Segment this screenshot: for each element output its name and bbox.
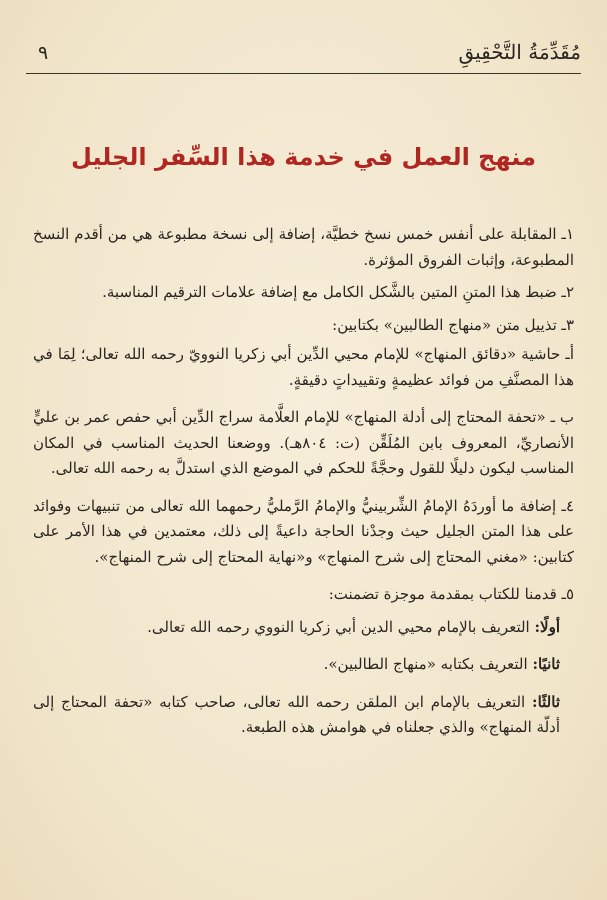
item-3b: ب ـ «تحفة المحتاج إلى أدلة المنهاج» للإمام العلَّامة سراج الدِّين أبي حفص عمر بن عليٍّ الأنصاريِّ، المعروف بابن المُلَقِّن (ت: ٨٠٤هـ). ووضعنا الحديث المناسب في المكان المناسب ليكون دليلًا للقول وحجَّةً للحكم في الموضع الذي استدلَّ به رحمه الله تعالى. [33, 408, 574, 477]
running-header [26, 40, 581, 74]
sub-item-first [33, 615, 574, 641]
item-3a: أـ حاشية «دقائق المنهاج» للإمام محيي الدِّين أبي زكريا النوويّ رحمه الله تعالى؛ لِمَا في هذا المصنَّفِ من فوائد عظيمةٍ وتقييداتٍ دقيقةٍ. [33, 345, 574, 389]
sub-item-first-label: أولًا: [534, 617, 560, 636]
header-rule [26, 73, 581, 74]
page-number: ٩ [38, 42, 49, 64]
item-1: ١ـ المقابلة على أنفس خمس نسخ خطيَّة، إضافة إلى نسخة مطبوعة هي من أقدم النسخ المطبوعة، وإثبات الفروق المؤثرة. [33, 225, 574, 269]
item-5: ٥ـ قدمنا للكتاب بمقدمة موجزة تضمنت: [328, 585, 574, 603]
sub-item-third [33, 690, 574, 741]
sub-item-second [33, 652, 574, 678]
sub-item-second-text: التعريف بكتابه «منهاج الطالبين». [323, 655, 533, 673]
sub-item-third-text: التعريف بالإمام ابن الملقن رحمه الله تعالى، صاحب كتابه «تحفة المحتاج إلى أدلّة المنهاج» والذي جعلناه في هوامش هذه الطبعة. [33, 692, 560, 736]
item-4: ٤ـ إضافة ما أوردَهُ الإمامُ الشِّربينيُّ والإمامُ الرَّمليُّ رحمهما الله تعالى من تنبيهات وفوائد على هذا المتن الجليل حيث وجدْنا الحاجة داعيةً إلى ذلك، معتمدين في هذا الأمر على كتابين: «مغني المحتاج إلى شرح المنهاج» و«نهاية المحتاج إلى شرح المنهاج». [33, 496, 574, 566]
sub-item-second-label: ثانيًا: [532, 655, 560, 673]
section-title: منهج العمل في خدمة هذا السِّفر الجليل [71, 143, 536, 171]
sub-item-third-label: ثالثًا: [532, 692, 560, 711]
sub-item-first-text: التعريف بالإمام محيي الدين أبي زكريا النووي رحمه الله تعالى. [147, 617, 535, 636]
item-2: ٢ـ ضبط هذا المتنِ المتين بالشَّكل الكامل مع إضافة علامات الترقيم المناسبة. [102, 283, 574, 301]
body-text [33, 222, 574, 748]
header-title: مُقَدِّمَةُ التَّحْقِيقِ [458, 40, 581, 64]
item-3: ٣ـ تذييل متن «منهاج الطالبين» بكتابين: [332, 315, 574, 334]
